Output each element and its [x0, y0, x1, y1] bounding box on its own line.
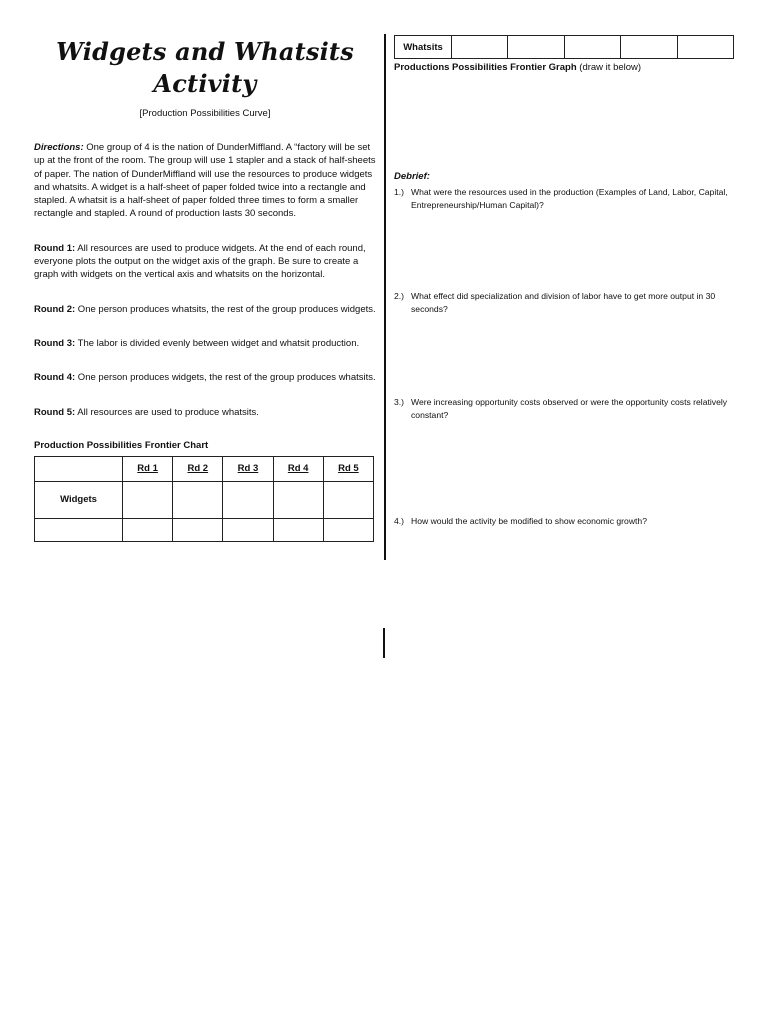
widgets-rd2-cell[interactable] [173, 481, 223, 518]
ppf-graph-title [394, 62, 734, 73]
left-column [34, 36, 376, 542]
round-2-text: One person produces whatsits, the rest of the group produces widgets. [75, 303, 376, 315]
round-4-paragraph [34, 371, 376, 384]
round-2-label: Round 2: [34, 303, 76, 315]
row-label-widgets: Widgets [35, 481, 123, 518]
debrief-question-1 [394, 186, 734, 211]
widgets-rd3-cell[interactable] [223, 481, 273, 518]
column-divider-lower [383, 628, 385, 658]
directions-text: One group of 4 is the nation of DunderMiffland. A “factory will be set up at the front of the room. The group will use 1 stapler and a stack of half-sheets of paper. The nation of DunderMiffland will use the resources to produce widgets and whatsits. A widget is a half-sheet of paper folded twice into a rectangle and stapled. A whatsit is a half-sheet of paper folded three times to form a smaller rectangle and stapled. A round of production lasts 30 seconds. [34, 142, 376, 220]
round-4-label: Round 4: [34, 372, 76, 384]
whatsits-rd5-cell[interactable] [677, 36, 733, 59]
widgets-rd5-cell[interactable] [323, 481, 373, 518]
right-column [394, 35, 734, 528]
round-1-paragraph [34, 242, 376, 282]
table-row-blank [35, 518, 374, 541]
whatsits-rd3-cell[interactable] [564, 36, 620, 59]
question-text: What were the resources used in the production (Examples of Land, Labor, Capital, Entrepreneurship/Human Capital)? [411, 187, 728, 210]
round-4-text: One person produces widgets, the rest of the group produces whatsits. [75, 372, 376, 384]
table-row-widgets [35, 481, 374, 518]
round-3-text: The labor is divided evenly between widget and whatsit production. [75, 337, 360, 349]
ppf-chart-title: Production Possibilities Frontier Chart [34, 439, 209, 451]
round-5-text: All resources are used to produce whatsits. [75, 406, 259, 418]
ppf-graph-title-note: (draw it below) [576, 62, 642, 73]
widgets-rd1-cell[interactable] [123, 481, 173, 518]
question-text: How would the activity be modified to show economic growth? [411, 516, 647, 526]
blank-rd4-cell[interactable] [273, 518, 323, 541]
question-number: 4.) [394, 516, 405, 526]
header-cell-rd5: Rd 5 [323, 456, 373, 481]
row-label-blank [35, 518, 123, 541]
header-cell-blank [35, 456, 123, 481]
question-number: 3.) [394, 397, 405, 407]
question-number: 2.) [394, 291, 405, 301]
round-3-paragraph [34, 337, 376, 350]
table-header-row [35, 456, 374, 481]
column-divider [384, 34, 386, 560]
round-2-paragraph [34, 303, 376, 316]
ppf-graph-title-bold: Productions Possibilities Frontier Graph [394, 62, 577, 73]
question-text: Were increasing opportunity costs observed or were the opportunity costs relatively constant? [411, 397, 728, 420]
page-title: Widgets and Whatsits Activity [56, 37, 354, 98]
whatsits-rd2-cell[interactable] [508, 36, 564, 59]
graph-drawing-area[interactable] [394, 73, 734, 171]
whatsits-rd1-cell[interactable] [452, 36, 508, 59]
blank-rd5-cell[interactable] [323, 518, 373, 541]
blank-rd3-cell[interactable] [223, 518, 273, 541]
header-cell-rd2: Rd 2 [173, 456, 223, 481]
widgets-rd4-cell[interactable] [273, 481, 323, 518]
round-5-label: Round 5: [34, 406, 76, 418]
ppf-chart-table [34, 456, 374, 542]
debrief-question-2 [394, 290, 734, 315]
whatsits-rd4-cell[interactable] [621, 36, 677, 59]
round-3-label: Round 3: [34, 337, 76, 349]
question-text: What effect did specialization and division of labor have to get more output in 30 seconds? [411, 291, 716, 314]
debrief-question-4 [394, 515, 734, 528]
question-number: 1.) [394, 187, 405, 197]
round-1-text: All resources are used to produce widgets. At the end of each round, everyone plots the output on the widget axis of the graph. Be sure to create a graph with widgets on the vertical axis and whatsits on the horizontal. [34, 242, 366, 281]
round-5-paragraph [34, 406, 376, 419]
debrief-heading: Debrief: [394, 171, 430, 182]
header-cell-rd3: Rd 3 [223, 456, 273, 481]
directions-label: Directions: [34, 142, 84, 153]
row-label-whatsits: Whatsits [395, 36, 452, 59]
table-row-whatsits [395, 36, 734, 59]
blank-rd1-cell[interactable] [123, 518, 173, 541]
directions-paragraph [34, 141, 376, 221]
blank-rd2-cell[interactable] [173, 518, 223, 541]
page-subtitle: [Production Possibilities Curve] [139, 108, 271, 119]
round-1-label: Round 1: [34, 242, 76, 254]
debrief-question-3 [394, 396, 734, 421]
header-cell-rd4: Rd 4 [273, 456, 323, 481]
header-cell-rd1: Rd 1 [123, 456, 173, 481]
whatsits-table [394, 35, 734, 59]
